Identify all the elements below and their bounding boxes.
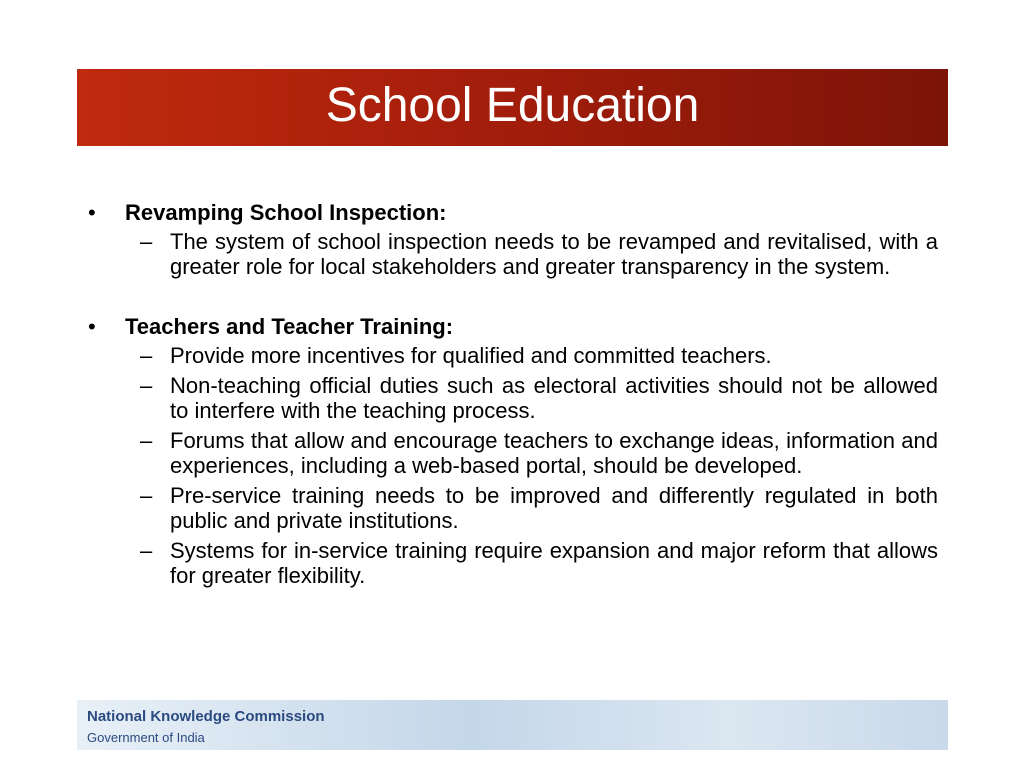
section-heading: Revamping School Inspection: <box>125 200 447 225</box>
dash-icon: – <box>140 343 153 368</box>
dash-icon: – <box>140 229 153 254</box>
slide-title: School Education <box>325 78 700 132</box>
list-item <box>88 373 938 423</box>
bullet-icon: • <box>88 200 96 225</box>
section-school-inspection <box>88 200 938 279</box>
title-banner <box>77 69 948 146</box>
footer-government: Government of India <box>87 730 205 745</box>
dash-icon: – <box>140 483 153 508</box>
list-item <box>88 343 938 368</box>
section-heading: Teachers and Teacher Training: <box>125 314 454 339</box>
list-item <box>88 229 938 279</box>
section-teacher-training <box>88 314 938 588</box>
list-item-text: Provide more incentives for qualified and committed teachers. <box>170 343 772 368</box>
list-item <box>88 428 938 478</box>
bullet-heading-row <box>88 200 938 225</box>
list-item-text: Systems for in-service training require expansion and major reform that allows for greater flexibility. <box>170 538 938 588</box>
bullet-heading-row <box>88 314 938 339</box>
dash-icon: – <box>140 373 153 398</box>
list-item-text: The system of school inspection needs to be revamped and revitalised, with a greater role for local stakeholders and greater transparency in the system. <box>170 229 938 279</box>
list-item-text: Non-teaching official duties such as electoral activities should not be allowed to interfere with the teaching process. <box>170 373 938 423</box>
list-item-text: Pre-service training needs to be improved and differently regulated in both public and private institutions. <box>170 483 938 533</box>
footer-organization: National Knowledge Commission <box>87 708 325 725</box>
list-item-text: Forums that allow and encourage teachers to exchange ideas, information and experiences, including a web-based portal, should be developed. <box>170 428 938 478</box>
list-item <box>88 483 938 533</box>
list-item <box>88 538 938 588</box>
footer-bar <box>77 700 948 750</box>
dash-icon: – <box>140 538 153 563</box>
dash-icon: – <box>140 428 153 453</box>
bullet-icon: • <box>88 314 96 339</box>
slide-body <box>88 200 938 593</box>
